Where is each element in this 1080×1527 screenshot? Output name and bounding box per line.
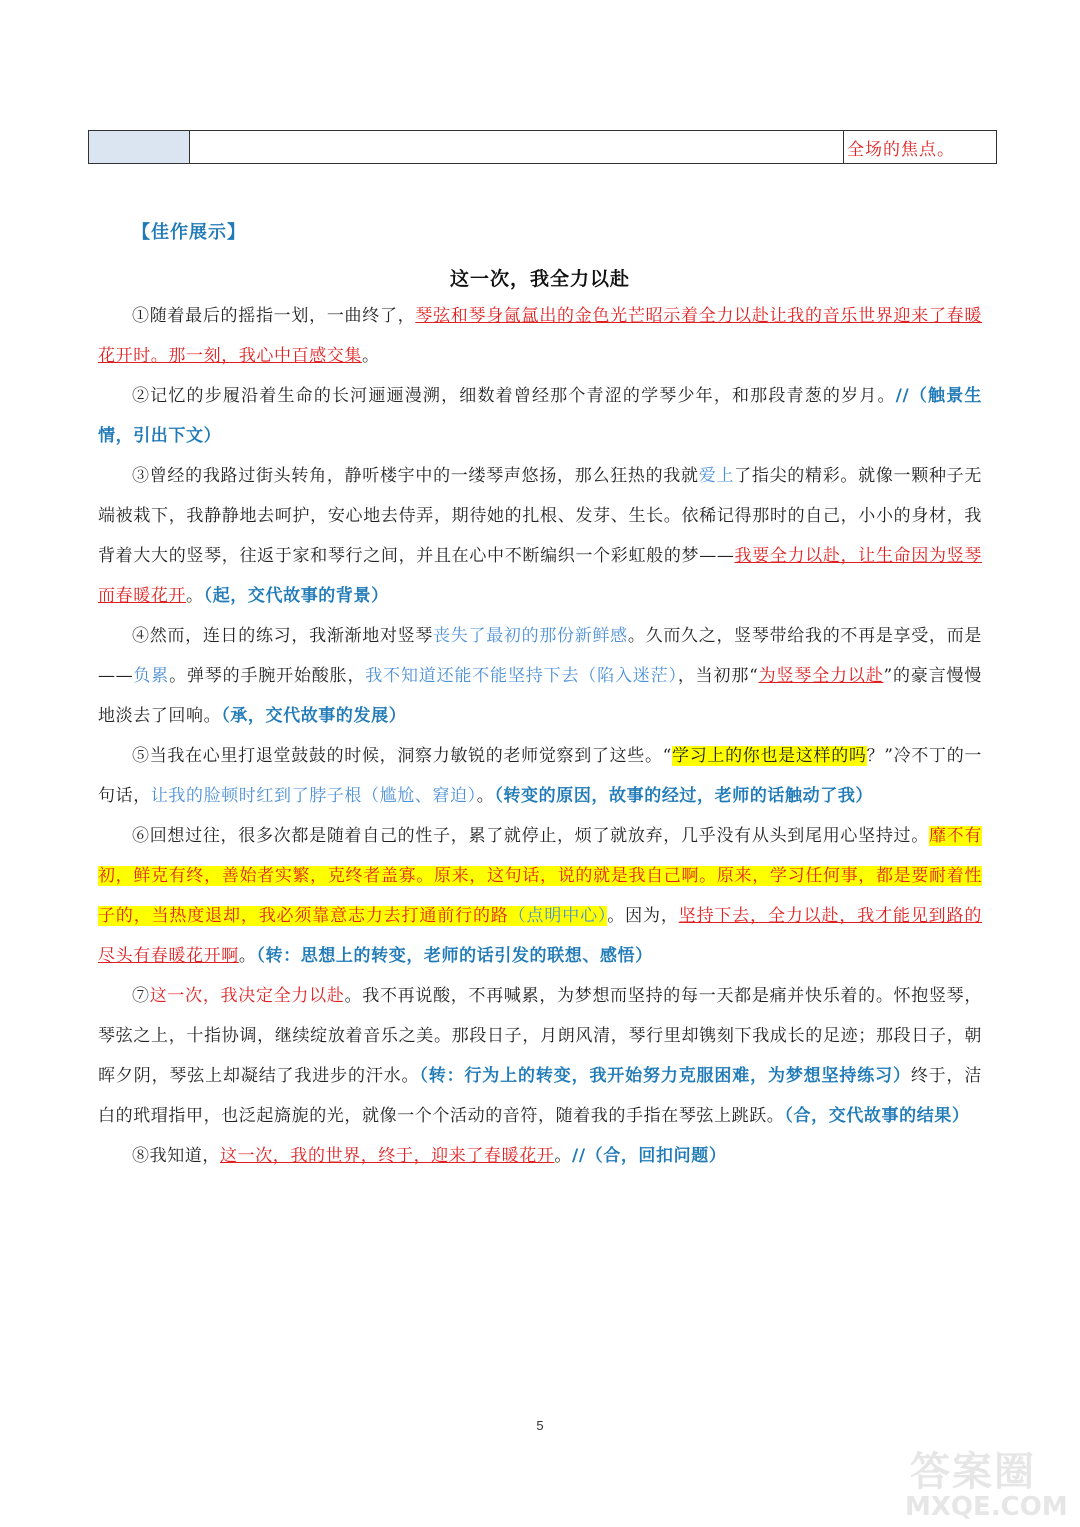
text-run: ⑥回想过往，很多次都是随着自己的性子，累了就停止，烦了就放弃，几乎没有从头到尾用心坚持过。 xyxy=(132,826,929,846)
key-sentence: 为竖琴全力以赴 xyxy=(758,666,884,686)
highlighted-note: （点明中心） xyxy=(508,906,608,926)
highlighted-passage: 靡不有初，鲜克有终，善始者实繁，克终者盖寡。原来，这句话，说的就是我自己啊。原来，学习任何事，都是要耐着性子的，当热度退却，我必须靠意志力去打通前行的路 xyxy=(98,826,982,926)
page-number: 5 xyxy=(536,1418,544,1433)
table-cell-note: 全场的焦点。 xyxy=(844,131,997,164)
annotation: （承，交代故事的发展） xyxy=(221,706,407,726)
annotation: （转变的原因，故事的经过，老师的话触动了我） xyxy=(494,786,874,806)
key-sentence: 琴弦和琴身氤氲出的金色光芒昭示着全力以赴让我的音乐世界迎来了春暖花开时。那一刻，我心中百感交集 xyxy=(98,306,982,366)
text-run: 。 xyxy=(362,346,380,366)
text-run: ③曾经的我路过街头转角，静听楼宇中的一缕琴声悠扬，那么狂热的我就 xyxy=(132,466,699,486)
text-run: 。 xyxy=(476,786,495,806)
text-run: ⑤当我在心里打退堂鼓鼓的时候，洞察力敏锐的老师觉察到了这些。“ xyxy=(132,746,672,766)
header-table xyxy=(88,130,997,164)
paragraph-5 xyxy=(98,736,982,816)
paragraph-1 xyxy=(98,296,982,376)
text-run: ”的豪言慢慢地淡去了回响。 xyxy=(98,666,982,726)
text-run: 。 xyxy=(238,946,257,966)
text-run: ⑧我知道， xyxy=(132,1146,220,1166)
text-run: ②记忆的步履沿着生命的长河逦逦漫溯，细数着曾经那个青涩的学琴少年，和那段青葱的岁月。 xyxy=(132,386,896,406)
keyword: 我不知道还能不能坚持下去（陷入迷茫） xyxy=(365,666,678,686)
text-run: 。我不再说酸，不再喊累，为梦想而坚持的每一天都是痛并快乐着的。怀抱竖琴，琴弦之上，十指协调，继续绽放着音乐之美。那段日子，月朗风清，琴行里却镌刻下我成长的足迹；那段日子，朝晖夕阴，琴弦上却凝结了我进步的汗水。 xyxy=(98,986,982,1086)
text-run: ④然而，连日的练习，我渐渐地对竖琴 xyxy=(132,626,434,646)
annotation: （转：思想上的转变，老师的话引发的联想、感悟） xyxy=(256,946,653,966)
key-sentence: 这一次，我的世界，终于，迎来了春暖花开 xyxy=(220,1146,555,1166)
key-sentence: 我要全力以赴，让生命因为竖琴而春暖花开 xyxy=(98,546,982,606)
annotation: （转：行为上的转变，我开始努力克服困难，为梦想坚持练习） xyxy=(419,1066,911,1086)
text-run: 了指尖的精彩。就像一颗种子无端被栽下，我静静地去呵护，安心地去侍弄，期待她的扎根、发芽、生长。依稀记得那时的自己，小小的身材，我背着大大的竖琴，往返于家和琴行之间，并且在心中不断编织一个彩虹般的梦—— xyxy=(98,466,982,566)
text-run: ，当初那“ xyxy=(677,666,759,686)
highlighted-quote: 学习上的你也是这样的吗 xyxy=(671,746,867,766)
text-run: 。因为， xyxy=(607,906,679,926)
text-run: 。 xyxy=(186,586,204,606)
text-run: ①随着最后的摇指一划，一曲终了， xyxy=(132,306,416,326)
text-run: 终于，洁白的玳瑁指甲，也泛起旖旎的光，就像一个个活动的音符，随着我的手指在琴弦上跳跃。 xyxy=(98,1066,982,1126)
text-run: 。弹琴的手腕开始酸胀， xyxy=(169,666,366,686)
watermark-url: MXQE.COM xyxy=(905,1492,1068,1522)
text-run: ⑦ xyxy=(132,986,150,1006)
text-run: 。 xyxy=(554,1146,573,1166)
paragraph-4 xyxy=(98,616,982,736)
paragraph-7 xyxy=(98,976,982,1136)
keyword: 丧失了最初的那份新鲜感 xyxy=(433,626,628,646)
annotation: （起，交代故事的背景） xyxy=(203,586,389,606)
annotation: //（触景生情，引出下文） xyxy=(98,386,982,446)
table-row xyxy=(89,131,997,164)
section-heading: 【佳作展示】 xyxy=(132,222,246,243)
annotation: //（合，回扣问题） xyxy=(572,1146,727,1166)
keyword: 让我的脸顿时红到了脖子根（尴尬、窘迫） xyxy=(150,786,477,806)
essay-body xyxy=(98,296,982,1176)
key-sentence: 坚持下去，全力以赴，我才能见到路的尽头有春暖花开啊 xyxy=(98,906,982,966)
keyword: 负累 xyxy=(133,666,170,686)
watermark-logo: 答案圈 xyxy=(910,1449,1036,1490)
paragraph-8 xyxy=(98,1136,982,1176)
paragraph-3 xyxy=(98,456,982,616)
table-cell-content xyxy=(190,131,844,164)
essay-title: 这一次，我全力以赴 xyxy=(449,268,630,290)
text-run: 。久而久之，竖琴带给我的不再是享受，而是—— xyxy=(98,626,983,686)
annotation: （合，交代故事的结果） xyxy=(784,1106,970,1126)
text-run: ？”冷不丁的一句话， xyxy=(98,746,982,806)
paragraph-6 xyxy=(98,816,982,976)
paragraph-2 xyxy=(98,376,982,456)
key-sentence: 这一次，我决定全力以赴 xyxy=(149,986,345,1006)
table-cell-label xyxy=(89,131,190,164)
keyword: 爱上 xyxy=(698,466,735,486)
